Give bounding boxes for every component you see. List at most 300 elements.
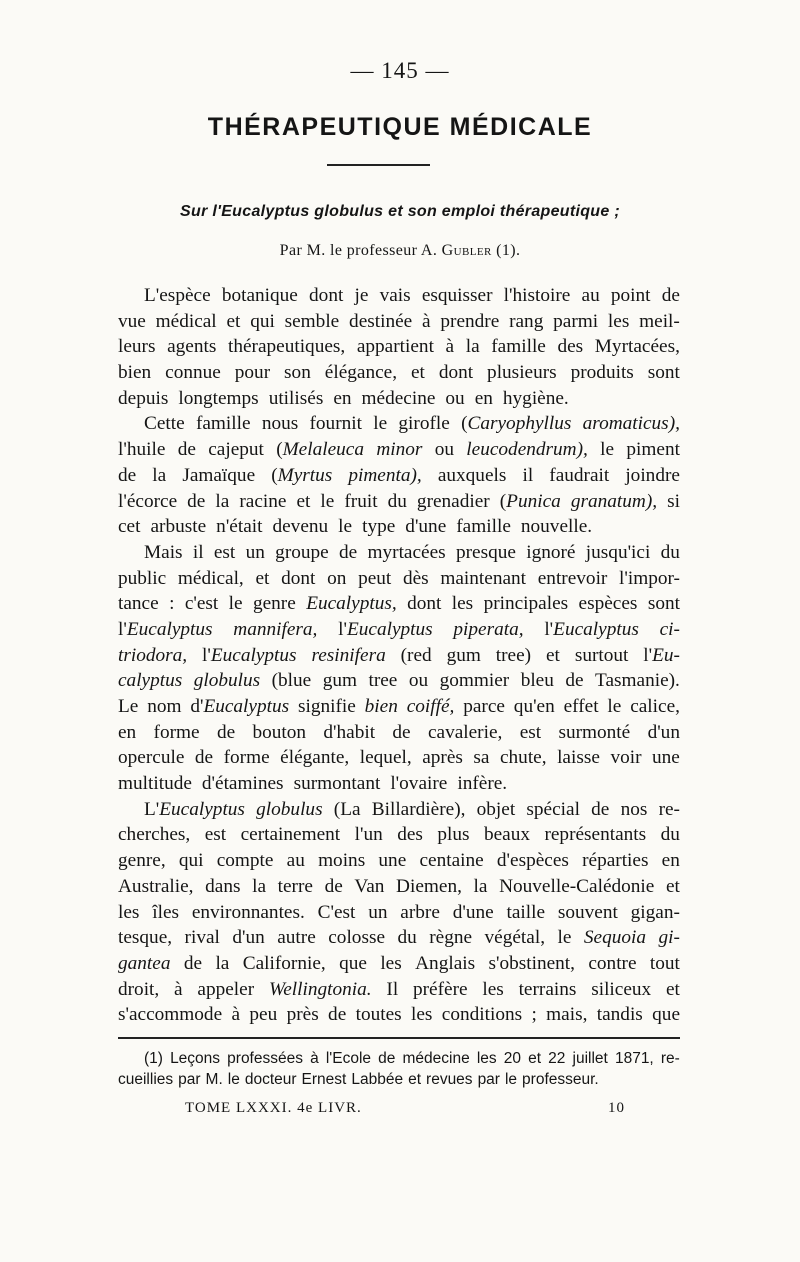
word: destinée — [349, 310, 413, 332]
word: vais — [379, 285, 411, 306]
word: représentants — [544, 824, 647, 846]
word: autre — [277, 927, 316, 949]
word: réparties — [582, 850, 649, 872]
word: la — [465, 336, 480, 358]
article-title-suffix: et son emploi thérapeutique ; — [383, 203, 620, 220]
word: tout — [649, 952, 680, 974]
word: 20 — [503, 1050, 521, 1067]
text-line — [118, 668, 680, 694]
word: nos — [620, 798, 648, 820]
word: d'un — [647, 721, 680, 743]
word: conditions — [441, 1004, 523, 1026]
article-title — [0, 203, 800, 221]
word: les — [451, 593, 474, 615]
text-line — [118, 822, 680, 848]
word: presque — [455, 541, 516, 563]
word: toutes — [355, 1004, 402, 1026]
word: une — [652, 747, 680, 769]
word: l'Eucalyptus — [202, 644, 297, 666]
word: préfère — [412, 978, 468, 1000]
word: près — [286, 1004, 319, 1026]
word: qui — [250, 310, 275, 332]
text-line — [118, 386, 680, 412]
word: médical — [155, 310, 217, 332]
word: gum — [322, 670, 357, 692]
word: cherches, — [118, 824, 191, 846]
word: forme — [153, 721, 200, 743]
word: Ernest — [301, 1071, 347, 1088]
article-title-prefix: Sur l' — [180, 203, 222, 220]
word: maintenant — [440, 567, 527, 589]
word: plus — [437, 824, 470, 846]
word: nom — [147, 696, 182, 717]
word: à — [310, 1050, 319, 1067]
word: et — [528, 1050, 542, 1067]
word: le — [607, 696, 622, 717]
word: triodora, — [118, 644, 188, 666]
word: élégance, — [324, 362, 398, 384]
word: de — [324, 875, 343, 897]
word: globulus — [193, 670, 261, 692]
word: type — [362, 516, 396, 538]
word: dont — [281, 567, 316, 589]
word: du — [660, 541, 680, 563]
word: prendre — [440, 310, 500, 332]
word: taille — [506, 901, 546, 923]
word: et — [665, 875, 680, 897]
word: du — [660, 824, 680, 846]
word: Anglais — [415, 952, 476, 974]
word: Leçons — [170, 1050, 221, 1067]
word: myrtacées — [367, 541, 446, 563]
word: les — [476, 1050, 497, 1067]
word: de — [392, 721, 411, 743]
word: le — [373, 413, 388, 435]
word: rival — [184, 927, 220, 949]
word: moins — [318, 850, 366, 872]
word: à — [174, 978, 183, 1000]
word: jusqu'ici — [585, 541, 651, 563]
word: pour — [234, 362, 271, 384]
word: et — [665, 978, 680, 1000]
word: peu — [249, 1004, 278, 1026]
word: parmi — [553, 310, 599, 332]
word: cajeput — [208, 439, 264, 461]
word: re- — [660, 1050, 680, 1067]
word: l'ovaire — [390, 773, 448, 795]
footnote — [118, 1048, 680, 1090]
word: juillet — [572, 1050, 608, 1067]
word: que — [652, 1004, 680, 1026]
word: surmonté — [558, 721, 631, 743]
word: Sequoia — [583, 927, 647, 949]
word: parce — [463, 696, 505, 717]
byline-suffix: (1). — [491, 242, 521, 259]
word: le — [557, 927, 572, 949]
byline — [0, 242, 800, 260]
word: le — [320, 490, 335, 512]
word: dès — [402, 567, 429, 589]
word: de — [591, 798, 610, 820]
word: voir — [610, 747, 642, 769]
word: ci- — [659, 618, 680, 640]
word: groupe — [275, 541, 329, 563]
word: l'un — [354, 824, 383, 846]
word: cavalerie, — [427, 721, 503, 743]
word: L'Eucalyptus — [144, 798, 245, 820]
word: médecine — [402, 1050, 470, 1067]
word: (red — [400, 644, 432, 666]
word: est — [519, 721, 542, 743]
word: et — [410, 362, 425, 384]
word: produits — [570, 362, 634, 384]
word: arbre — [400, 901, 440, 923]
word: est — [204, 824, 227, 846]
word: d'une — [405, 516, 447, 538]
body-text — [118, 283, 680, 1028]
word: entrevoir — [537, 567, 608, 589]
word: professeur. — [522, 1071, 599, 1088]
word: d'Eucalyptus — [190, 696, 290, 717]
text-line — [118, 720, 680, 746]
word: au — [581, 285, 600, 306]
section-title: THÉRAPEUTIQUE MÉDICALE — [207, 113, 593, 141]
word: espèces — [578, 593, 638, 615]
word: et — [546, 644, 560, 666]
word: on — [327, 567, 347, 589]
text-line — [118, 309, 680, 335]
word: esquisser — [421, 285, 493, 306]
word: et — [255, 567, 270, 589]
word: resinifera — [311, 644, 386, 666]
word: en — [474, 387, 493, 409]
word: le — [228, 593, 243, 615]
word: le — [338, 516, 353, 538]
word: contre — [588, 952, 637, 974]
text-line — [118, 566, 680, 592]
word: de — [328, 1004, 347, 1026]
word: genre, — [118, 850, 166, 872]
page-number: — 145 — — [350, 58, 450, 83]
word: sa — [473, 747, 490, 769]
word: compte — [216, 850, 274, 872]
word: sont — [647, 593, 680, 615]
word: gigan- — [630, 901, 680, 923]
word: C'est — [317, 901, 356, 923]
word: opercule — [118, 747, 185, 769]
word: fruit — [344, 490, 378, 512]
text-line — [118, 951, 680, 977]
word: mannifera, — [233, 618, 318, 640]
word: grenadier — [416, 490, 490, 512]
text-line — [118, 360, 680, 386]
word: Le — [118, 696, 139, 717]
title-rule — [327, 164, 430, 166]
text-line — [118, 797, 680, 823]
word: vue — [118, 310, 146, 332]
word: arbuste — [150, 516, 207, 538]
word: l'écorce — [118, 490, 178, 512]
word: qu'en — [513, 696, 555, 717]
word: genre — [252, 593, 296, 615]
word: l'histoire — [503, 285, 571, 306]
text-line — [118, 1002, 680, 1028]
word: dans — [205, 875, 241, 897]
word: tance — [118, 593, 159, 615]
word: de — [183, 952, 203, 974]
word: Wellingtonia. — [268, 978, 372, 1000]
word: cet — [118, 516, 141, 538]
word: cueillies — [118, 1071, 174, 1088]
word: sont — [647, 362, 680, 384]
word: tesque, — [118, 927, 173, 949]
word: à — [422, 310, 431, 332]
word: botanique — [221, 285, 298, 306]
text-line — [118, 977, 680, 1003]
word: ignoré — [526, 541, 576, 563]
text-line — [118, 283, 680, 309]
text-line — [118, 900, 680, 926]
word: après — [422, 747, 463, 769]
word: l'impor- — [619, 567, 680, 589]
word: médecine — [361, 387, 436, 409]
word: de — [216, 721, 236, 743]
word: ou — [445, 387, 465, 409]
word: calice, — [630, 696, 680, 717]
word: semble — [284, 310, 340, 332]
word: fournit — [309, 413, 362, 435]
word: surmontant — [293, 773, 381, 795]
text-line — [118, 463, 680, 489]
word: 22 — [548, 1050, 566, 1067]
word: docteur — [244, 1071, 297, 1088]
word: s'obstinent, — [488, 952, 575, 974]
word: il — [522, 464, 534, 486]
word: les — [482, 978, 504, 1000]
text-line — [118, 745, 680, 771]
word: la — [252, 875, 267, 897]
word: auxquels — [437, 464, 507, 486]
text-line — [118, 591, 680, 617]
word: point — [610, 285, 651, 306]
word: et — [296, 490, 311, 512]
word: l'Eu- — [643, 644, 680, 666]
word: centaine — [419, 850, 484, 872]
word: d'habit — [323, 721, 376, 743]
word: par — [178, 1071, 201, 1088]
word: des — [557, 336, 584, 358]
word: environnantes. — [191, 901, 305, 923]
word: longtemps — [178, 387, 259, 409]
word: nouvelle. — [520, 516, 593, 538]
word: professées — [227, 1050, 303, 1067]
word: est — [213, 541, 236, 563]
word: le — [227, 1071, 240, 1088]
word: Il — [386, 978, 399, 1000]
word: de — [565, 670, 584, 692]
word: végétal, — [484, 927, 546, 949]
word: 1871, — [614, 1050, 654, 1067]
word: (blue — [271, 670, 312, 692]
word: leucodendrum), — [466, 439, 588, 461]
word: (La — [333, 798, 361, 820]
text-line — [118, 643, 680, 669]
word: de — [187, 490, 206, 512]
word: re- — [658, 798, 680, 820]
word: la — [215, 952, 230, 974]
word: girofle — [398, 413, 450, 435]
word: chute, — [499, 747, 547, 769]
word: en — [118, 721, 137, 743]
word: Myrtacées, — [594, 336, 680, 358]
word: Jamaïque — [182, 464, 256, 486]
word: souvent — [557, 901, 618, 923]
word: mais, — [546, 1004, 588, 1026]
word: élégante, — [280, 747, 350, 769]
word: le — [600, 439, 615, 461]
word: famille — [195, 413, 251, 435]
word: en — [333, 387, 352, 409]
word: agents — [167, 336, 217, 358]
word: d'une — [452, 901, 494, 923]
word: principales — [483, 593, 569, 615]
word: les — [411, 1004, 433, 1026]
word: devenu — [272, 516, 329, 538]
word: Diemen, — [396, 875, 462, 897]
word: des — [397, 824, 423, 846]
text-line — [118, 874, 680, 900]
word: terrains — [518, 978, 577, 1000]
text-line — [118, 437, 680, 463]
word: de — [118, 464, 137, 486]
word: coiffé, — [406, 696, 455, 717]
footnote-rule — [118, 1037, 680, 1039]
word: dont — [438, 362, 474, 384]
word: Labbée — [351, 1071, 404, 1088]
word: Californie, — [242, 952, 326, 974]
word: l'Eucalyptus — [338, 618, 433, 640]
signature-volume: TOME LXXXI. 4e LIVR. — [185, 1100, 362, 1116]
word: (Melaleuca — [276, 439, 364, 461]
word: nous — [261, 413, 299, 435]
word: Billardière), — [371, 798, 466, 820]
text-line — [118, 925, 680, 951]
word: et — [226, 310, 241, 332]
word: tree — [368, 670, 398, 692]
word: à — [445, 336, 455, 358]
word: Mais — [144, 541, 183, 563]
word: du — [387, 490, 407, 512]
word: à — [231, 1004, 241, 1026]
word: depuis — [118, 387, 169, 409]
word: l'Ecole — [325, 1050, 372, 1067]
word: aromaticus), — [582, 413, 680, 435]
word: de — [378, 1050, 396, 1067]
word: Eucalyptus, — [306, 593, 397, 615]
word: si — [667, 490, 680, 512]
word: colosse — [328, 927, 386, 949]
word: objet — [476, 798, 516, 820]
word: un — [368, 901, 388, 923]
word: la — [473, 875, 488, 897]
text-line — [118, 411, 680, 437]
word: public — [118, 567, 167, 589]
text-line — [118, 514, 680, 540]
word: thérapeutiques, — [227, 336, 346, 358]
word: dont — [407, 593, 442, 615]
word: forme — [223, 747, 270, 769]
text-line — [118, 848, 680, 874]
word: les — [607, 310, 630, 332]
word: médical, — [177, 567, 244, 589]
article-title-species: Eucalyptus globulus — [221, 203, 384, 220]
footnote-line — [118, 1048, 680, 1069]
word: Nouvelle-Calédonie — [499, 875, 655, 897]
word: laisse — [557, 747, 600, 769]
word: beaux — [483, 824, 530, 846]
word: le — [504, 1071, 518, 1088]
word: famille — [491, 336, 546, 358]
word: bleu — [520, 670, 554, 692]
word: je — [354, 285, 369, 306]
word: leurs — [118, 336, 156, 358]
word: tandis — [596, 1004, 643, 1026]
word: la — [215, 490, 230, 512]
word: minor — [376, 439, 423, 461]
word: en — [661, 850, 680, 872]
word: d'un — [232, 927, 265, 949]
word: lequel, — [359, 747, 412, 769]
word: (Caryophyllus — [461, 413, 572, 435]
text-line — [118, 489, 680, 515]
word: appeler — [197, 978, 255, 1000]
word: pimenta), — [348, 464, 422, 486]
word: droit, — [118, 978, 160, 1000]
word: piment — [626, 439, 680, 461]
word: du — [397, 927, 417, 949]
word: (Myrtus — [271, 464, 333, 486]
word: c'est — [184, 593, 219, 615]
word: son — [284, 362, 311, 384]
text-line — [118, 617, 680, 643]
word: tree) — [495, 644, 532, 666]
word: dont — [309, 285, 344, 306]
word: bien — [364, 696, 398, 717]
word: gi- — [658, 927, 680, 949]
word: règne — [429, 927, 473, 949]
word: n'était — [216, 516, 263, 538]
word: famille — [456, 516, 511, 538]
word: peut — [358, 567, 392, 589]
word: Australie, — [118, 875, 194, 897]
word: de — [339, 541, 358, 563]
word: (Punica — [499, 490, 561, 512]
word: surtout — [574, 644, 629, 666]
word: la — [152, 464, 167, 486]
word: gantea — [118, 952, 171, 974]
word: siliceux — [591, 978, 652, 1000]
word: certainement — [240, 824, 341, 846]
byline-prefix: Par M. le professeur A. — [279, 242, 442, 259]
word: il — [192, 541, 204, 563]
word: faudrait — [549, 464, 610, 486]
word: les — [118, 901, 140, 923]
word: multitude — [118, 773, 192, 795]
text-line — [118, 771, 680, 797]
word: l'huile — [118, 439, 166, 461]
word: rang — [509, 310, 544, 332]
footnote-line — [118, 1069, 680, 1090]
